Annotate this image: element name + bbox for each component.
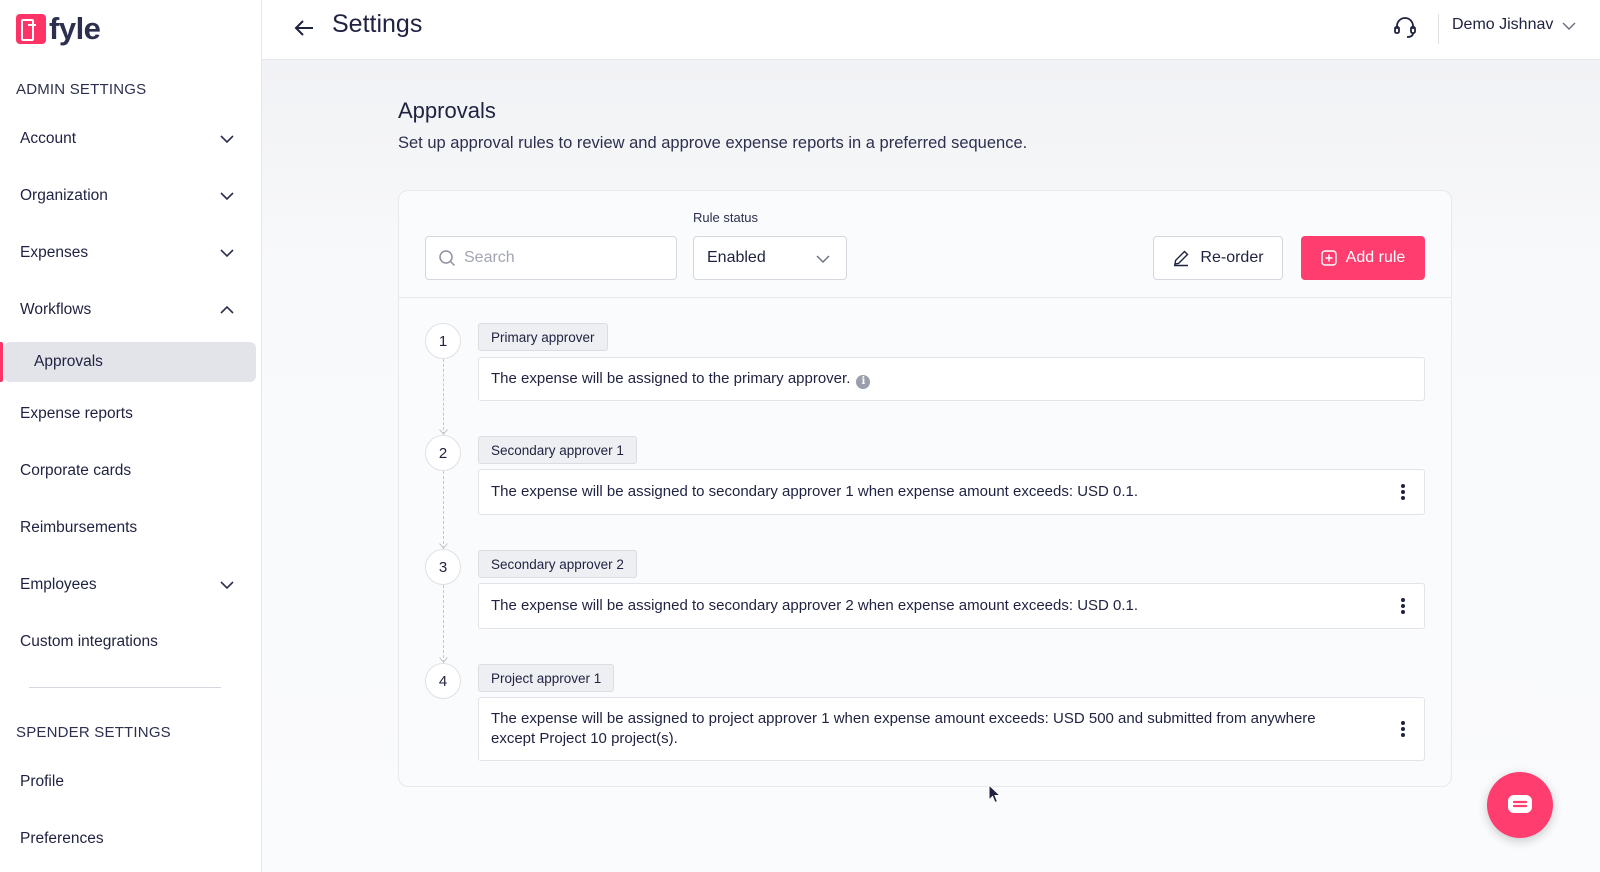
sidebar-item-employees[interactable]	[0, 565, 262, 605]
reorder-button[interactable]	[1153, 236, 1283, 280]
mouse-cursor-icon	[988, 784, 1002, 804]
approval-rules-card	[398, 190, 1452, 787]
sidebar-item-label: Approvals	[34, 353, 103, 370]
rule-text-content: The expense will be assigned to the primary approver.	[491, 370, 851, 387]
page-description: Set up approval rules to review and approve expense reports in a preferred sequence.	[398, 134, 1028, 152]
sidebar-item-custom-integrations[interactable]	[0, 622, 262, 662]
sidebar-item-label: Organization	[20, 187, 108, 204]
page-header-title: Settings	[332, 10, 423, 38]
sidebar-item-profile[interactable]	[0, 762, 262, 802]
sidebar-item-label: Employees	[20, 576, 97, 593]
rule-text: The expense will be assigned to secondary approver 2 when expense amount exceeds: USD 0.1.	[491, 597, 1139, 614]
sidebar-item-expenses[interactable]	[0, 233, 262, 273]
sidebar-item-account[interactable]	[0, 119, 262, 159]
toolbar-divider	[399, 297, 1451, 298]
add-rule-label: Add rule	[1345, 249, 1406, 266]
rule-row[interactable]	[478, 469, 1425, 515]
more-options-icon[interactable]	[1400, 721, 1406, 737]
rule-tag: Project approver 1	[478, 664, 614, 692]
rule-status-value: Enabled	[707, 249, 766, 266]
step-connector	[443, 585, 444, 663]
spender-settings-title: SPENDER SETTINGS	[16, 724, 171, 741]
sidebar-item-corporate-cards[interactable]	[0, 451, 262, 491]
sidebar-item-approvals[interactable]	[4, 342, 256, 382]
logo-text: fyle	[49, 11, 101, 46]
step-connector	[443, 471, 444, 549]
more-options-icon[interactable]	[1400, 598, 1406, 614]
user-menu-name[interactable]: Demo Jishnav	[1452, 16, 1554, 33]
chevron-down-icon	[220, 246, 234, 260]
sidebar-divider	[29, 687, 221, 688]
sidebar-item-label: Preferences	[20, 830, 104, 847]
chevron-down-icon	[816, 252, 830, 266]
rule-text: The expense will be assigned to project approver 1 when expense amount exceeds: USD 500 and submitted from anywhere except Project 10 project(s).	[491, 710, 1316, 747]
rule-tag: Primary approver	[478, 323, 608, 351]
chevron-down-icon	[220, 189, 234, 203]
chevron-down-icon	[220, 132, 234, 146]
sidebar-item-label: Reimbursements	[20, 519, 138, 536]
admin-settings-title: ADMIN SETTINGS	[16, 81, 147, 98]
chat-support-button[interactable]	[1487, 772, 1553, 838]
sidebar-item-preferences[interactable]	[0, 819, 262, 859]
more-options-icon[interactable]	[1400, 484, 1406, 500]
headset-support-icon[interactable]	[1392, 14, 1418, 40]
sidebar-item-workflows[interactable]	[0, 290, 262, 330]
rule-status-label: Rule status	[693, 210, 759, 225]
sidebar	[0, 0, 262, 872]
sidebar-item-label: Account	[20, 130, 77, 147]
sidebar-item-label: Workflows	[20, 301, 92, 318]
add-rule-button[interactable]	[1301, 236, 1425, 280]
active-indicator	[0, 342, 3, 382]
main-content	[262, 60, 1600, 872]
chat-icon	[1506, 793, 1534, 817]
search-input[interactable]	[464, 249, 664, 267]
info-icon[interactable]: i	[856, 375, 870, 389]
fyle-logo-icon	[16, 14, 46, 44]
sidebar-item-label: Expenses	[20, 244, 89, 261]
rule-row[interactable]	[478, 697, 1425, 761]
sidebar-item-organization[interactable]	[0, 176, 262, 216]
sidebar-item-label: Profile	[20, 773, 64, 790]
step-number: 2	[425, 435, 461, 471]
chevron-down-icon[interactable]	[1562, 19, 1576, 33]
back-arrow-icon[interactable]	[292, 16, 316, 40]
sidebar-item-label: Corporate cards	[20, 462, 132, 479]
rule-row[interactable]	[478, 583, 1425, 629]
pencil-icon	[1172, 249, 1190, 267]
chevron-up-icon	[220, 303, 234, 317]
fyle-logo[interactable]	[16, 11, 101, 46]
rule-tag: Secondary approver 1	[478, 436, 637, 464]
step-number: 4	[425, 663, 461, 699]
step-number: 3	[425, 549, 461, 585]
step-connector	[443, 359, 444, 435]
rule-text: The expense will be assigned to secondary approver 1 when expense amount exceeds: USD 0.1.	[491, 483, 1139, 500]
rule-tag: Secondary approver 2	[478, 550, 637, 578]
chevron-down-icon	[220, 578, 234, 592]
page-title: Approvals	[398, 98, 496, 123]
top-header	[262, 0, 1600, 60]
reorder-label: Re-order	[1200, 249, 1264, 266]
search-box[interactable]	[425, 236, 677, 280]
sidebar-item-label: Expense reports	[20, 405, 133, 422]
rule-text	[491, 369, 920, 389]
header-separator	[1438, 14, 1439, 44]
rule-status-select[interactable]	[693, 236, 847, 280]
search-icon	[438, 249, 456, 267]
plus-square-icon	[1321, 250, 1337, 266]
sidebar-item-reimbursements[interactable]	[0, 508, 262, 548]
sidebar-item-expense-reports[interactable]	[0, 394, 262, 434]
rule-row[interactable]	[478, 357, 1425, 401]
sidebar-item-label: Custom integrations	[20, 633, 158, 650]
step-number: 1	[425, 323, 461, 359]
